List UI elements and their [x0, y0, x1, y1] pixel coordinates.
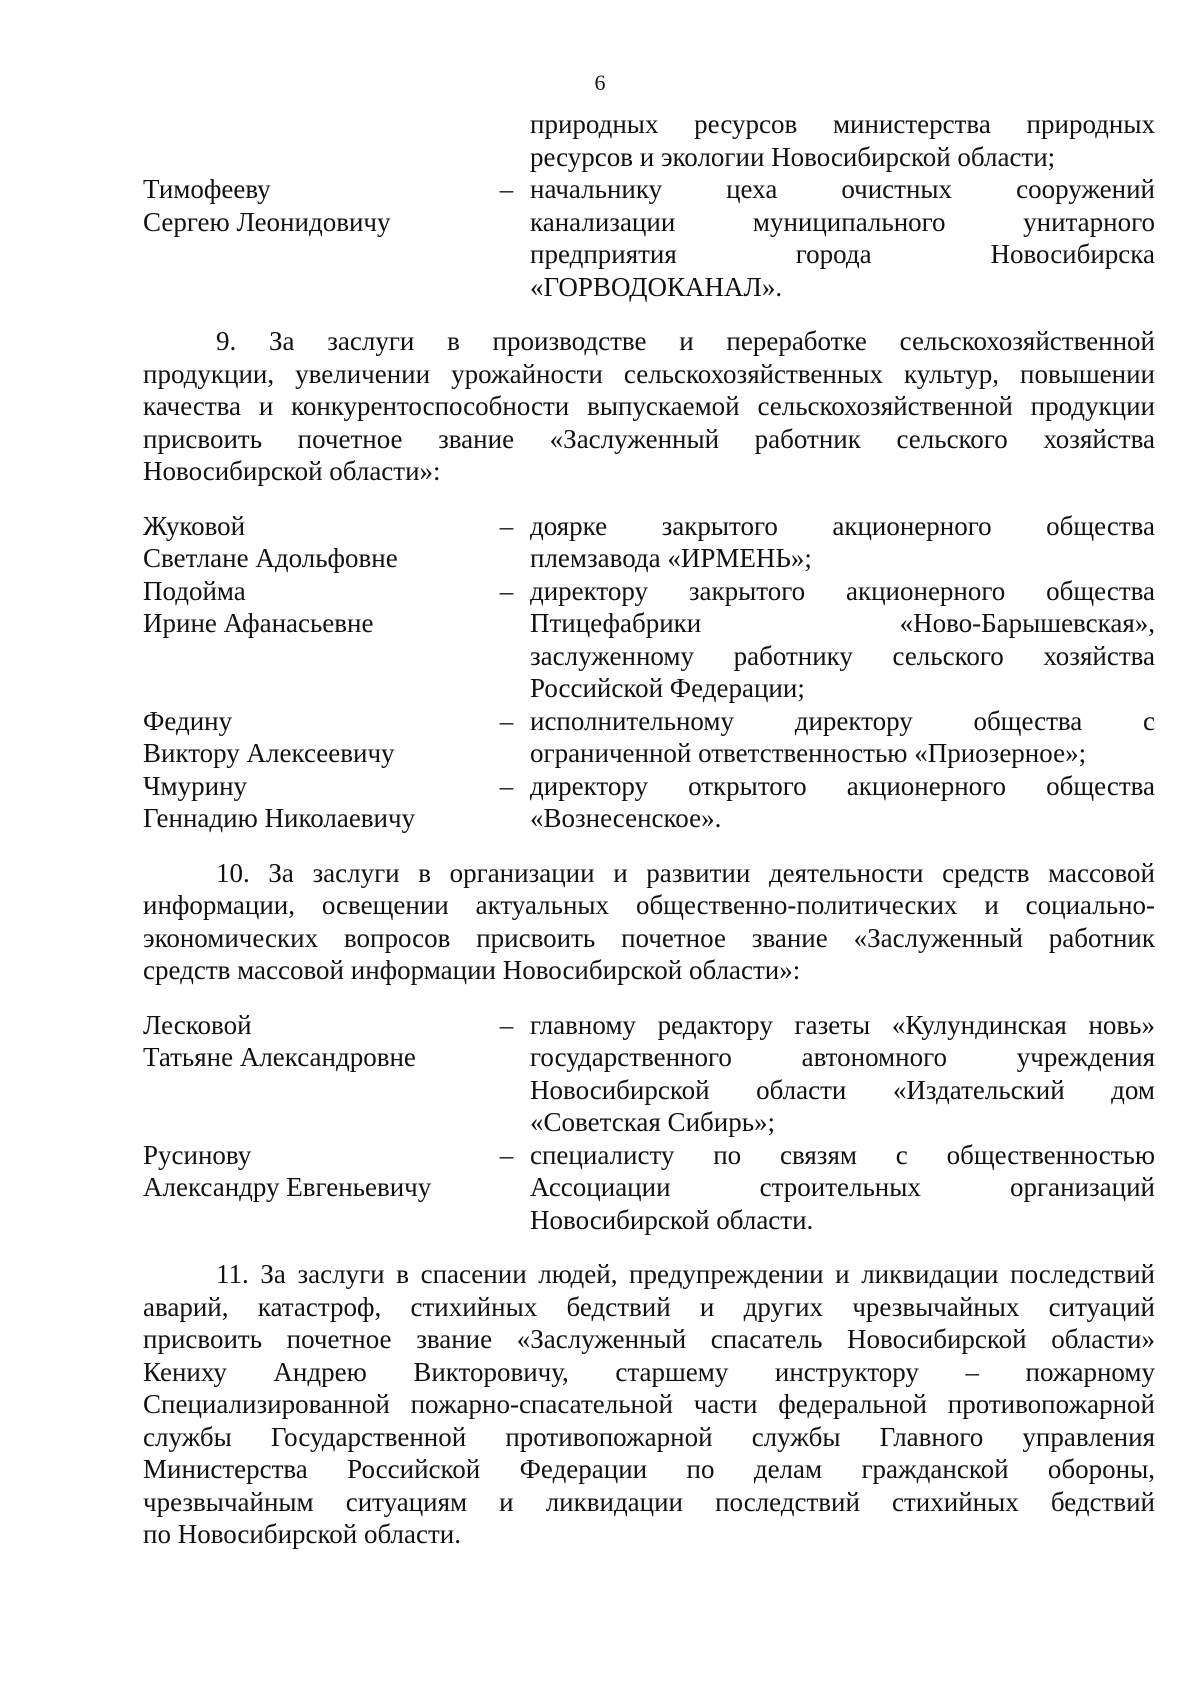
text-line: заслуженному работнику сельского хозяйства [530, 640, 1155, 671]
award-entry [143, 1009, 1155, 1139]
text-line: Новосибирской области»: [143, 456, 441, 486]
award-entry [143, 173, 1155, 303]
text-line: 10. За заслуги в организации и развитии деятельности средств массовой [216, 857, 1155, 888]
text-line: аварий, катастроф, стихийных бедствий и других чрезвычайных ситуаций [143, 1291, 1155, 1322]
text-line: качества и конкурентоспособности выпускаемой сельскохозяйственной продукции [143, 391, 1155, 421]
text-line: предприятия города Новосибирска [530, 239, 1155, 269]
document-body [143, 108, 1155, 1573]
dash: – [499, 575, 514, 606]
recipient-name [143, 1009, 483, 1074]
text-line: исполнительному директору общества с [530, 705, 1155, 736]
text-line: ограниченной ответственностью «Приозерное»; [530, 738, 1087, 768]
dash: – [499, 510, 514, 541]
given-names: Александру Евгеньевичу [143, 1172, 432, 1202]
text-line: экономических вопросов присвоить почетное звание «Заслуженный работник [143, 922, 1155, 953]
text-line: «Советская Сибирь»; [530, 1107, 776, 1137]
given-names: Татьяне Александровне [143, 1042, 416, 1072]
text-line: ресурсов и экологии Новосибирской области; [530, 141, 1056, 172]
text-line: Новосибирской области «Издательский дом [530, 1074, 1155, 1105]
given-names: Светлане Адольфовне [143, 543, 398, 573]
given-names: Сергею Леонидовичу [143, 206, 391, 237]
paragraph-10 [143, 857, 1155, 987]
text-line: 9. За заслуги в производстве и переработке сельскохозяйственной [216, 326, 1155, 356]
text-line: средств массовой информации Новосибирской области»: [143, 955, 801, 985]
text-line: государственного автономного учреждения [530, 1042, 1155, 1072]
text-line: 11. За заслуги в спасении людей, предупреждении и ликвидации последствий [216, 1259, 1155, 1289]
surname: Федину [143, 705, 233, 736]
recipient-name [143, 510, 483, 575]
text-line: племзавода «ИРМЕНЬ»; [530, 543, 812, 573]
text-line: Специализированной пожарно-спасательной части федеральной противопожарной [143, 1389, 1155, 1419]
page-number: 6 [594, 70, 606, 95]
text-line: Ассоциации строительных организаций [530, 1172, 1155, 1202]
text-line: службы Государственной противопожарной службы Главного управления [143, 1421, 1155, 1452]
recipient-name [143, 1139, 483, 1204]
surname: Чмурину [143, 770, 248, 801]
text-line: «ГОРВОДОКАНАЛ». [530, 271, 783, 302]
text-line: информации, освещении актуальных общественно-политических и социально- [143, 890, 1155, 920]
text-line: Кениху Андрею Викторовичу, старшему инструктору – пожарному [143, 1356, 1155, 1387]
award-entry [143, 770, 1155, 835]
recipient-position [530, 770, 1155, 835]
recipient-position [530, 1139, 1155, 1237]
text-line: продукции, увеличении урожайности сельскохозяйственных культур, повышении [143, 358, 1155, 389]
recipient-position [530, 173, 1155, 303]
surname: Подойма [143, 575, 246, 606]
text-line: присвоить почетное звание «Заслуженный работник сельского хозяйства [143, 423, 1155, 454]
text-line: по Новосибирской области. [143, 1519, 461, 1549]
text-line: Новосибирской области. [530, 1204, 814, 1235]
dash: – [499, 1139, 514, 1170]
recipient-name [143, 770, 483, 835]
text-line: «Вознесенское». [530, 803, 722, 833]
text-line: начальнику цеха очистных сооружений [530, 174, 1155, 204]
dash: – [499, 705, 514, 736]
award-entry [143, 1139, 1155, 1237]
text-line: чрезвычайным ситуациям и ликвидации последствий стихийных бедствий [143, 1486, 1155, 1517]
dash: – [499, 770, 514, 801]
paragraph-11 [143, 1258, 1155, 1551]
recipient-name [143, 575, 483, 640]
surname: Лесковой [143, 1009, 252, 1040]
award-entry [143, 575, 1155, 705]
surname: Жуковой [143, 510, 246, 541]
award-entry [143, 510, 1155, 575]
surname: Русинову [143, 1139, 252, 1170]
text-line: специалисту по связям с общественностью [530, 1139, 1155, 1170]
given-names: Геннадию Николаевичу [143, 803, 416, 833]
given-names: Виктору Алексеевичу [143, 738, 395, 768]
recipient-position [530, 705, 1155, 770]
paragraph-9 [143, 325, 1155, 488]
recipient-position [530, 1009, 1155, 1139]
surname: Тимофееву [143, 174, 271, 204]
text-line: директору закрытого акционерного общества [530, 575, 1155, 606]
recipient-position [530, 510, 1155, 575]
text-line: главному редактору газеты «Кулундинская новь» [530, 1009, 1155, 1040]
text-line: канализации муниципального унитарного [530, 206, 1155, 237]
text-line: Птицефабрики «Ново-Барышевская», [530, 608, 1155, 638]
text-line: Министерства Российской Федерации по делам гражданской обороны, [143, 1454, 1155, 1484]
continuation-text [530, 108, 1155, 173]
text-line: директору открытого акционерного общества [530, 770, 1155, 801]
text-line: доярке закрытого акционерного общества [530, 510, 1155, 541]
text-line: Российской Федерации; [530, 673, 805, 703]
text-line: присвоить почетное звание «Заслуженный спасатель Новосибирской области» [143, 1324, 1155, 1354]
text-line: природных ресурсов министерства природных [530, 109, 1155, 139]
recipient-name [143, 173, 483, 238]
recipient-position [530, 575, 1155, 705]
dash: – [499, 1009, 514, 1040]
dash: – [499, 174, 514, 204]
award-entry [143, 705, 1155, 770]
given-names: Ирине Афанасьевне [143, 608, 374, 638]
recipient-name [143, 705, 483, 770]
